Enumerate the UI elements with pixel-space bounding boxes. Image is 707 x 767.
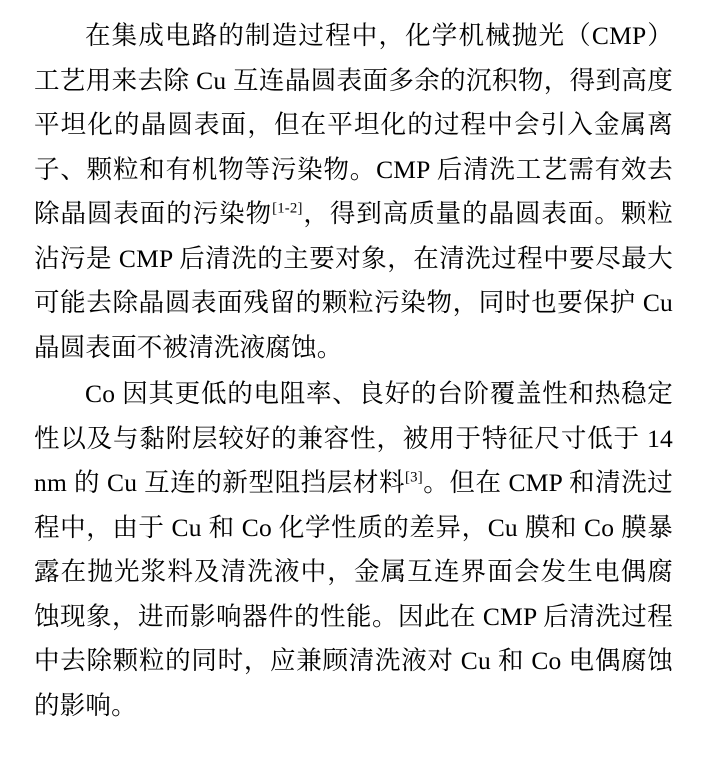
paragraph-text-run: 在集成电路的制造过程中，化学机械抛光（CMP）工艺用来去除 Cu 互连晶圆表面多余的沉积物，得到高度平坦化的晶圆表面，但在平坦化的过程中会引入金属离子、颗粒和有机物等污染物。CMP 后清洗工艺需有效去除晶圆表面的污染物 — [34, 21, 673, 228]
paragraph-text-run: ，得到高质量的晶圆表面。颗粒沾污是 CMP 后清洗的主要对象，在清洗过程中要尽最大可能去除晶圆表面残留的颗粒污染物，同时也要保护 Cu 晶圆表面不被清洗液腐蚀。 — [34, 199, 673, 362]
paragraph-text-run: Co 因其更低的电阻率、良好的台阶覆盖性和热稳定性以及与黏附层较好的兼容性，被用于特征尺寸低于 14 nm 的 Cu 互连的新型阻挡层材料 — [34, 379, 673, 497]
document-body — [34, 14, 673, 728]
citation-reference: [3] — [405, 469, 423, 486]
citation-reference: [1-2] — [272, 200, 303, 217]
paragraph-1 — [34, 14, 673, 370]
paragraph-text-run: 。但在 CMP 和清洗过程中，由于 Cu 和 Co 化学性质的差异，Cu 膜和 Co 膜暴露在抛光浆料及清洗液中，金属互连界面会发生电偶腐蚀现象，进而影响器件的性能。因此在 CMP 后清洗过程中去除颗粒的同时，应兼顾清洗液对 Cu 和 Co 电偶腐蚀的影响。 — [34, 468, 673, 720]
paragraph-2 — [34, 372, 673, 728]
